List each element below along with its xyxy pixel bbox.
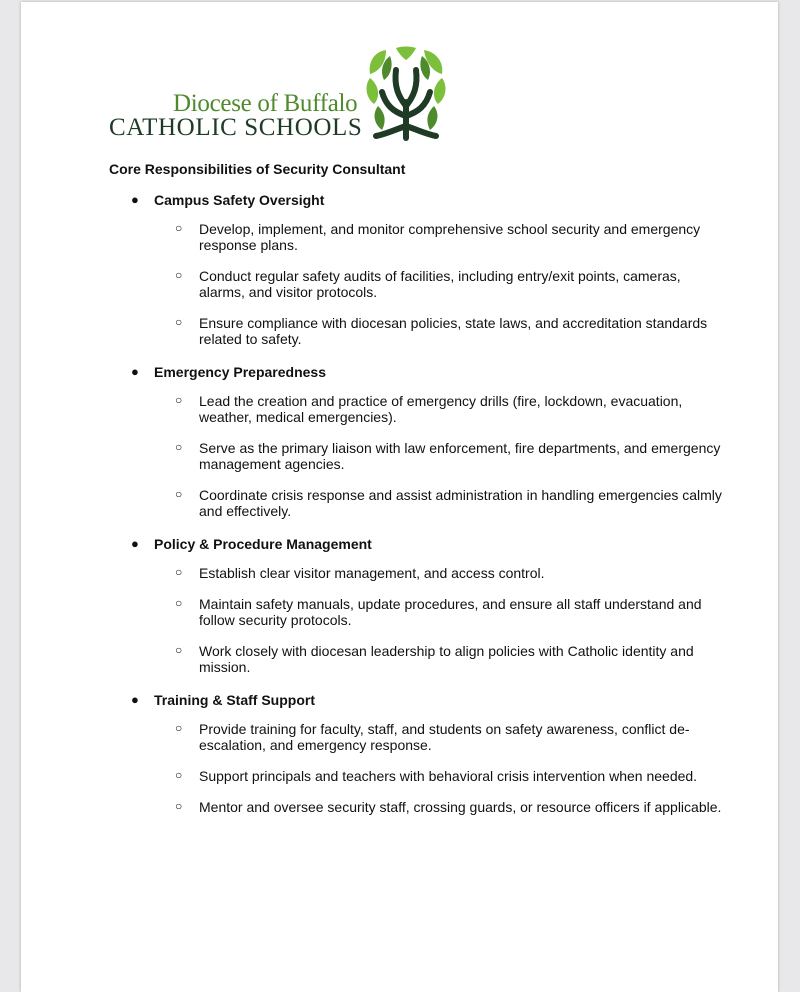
circle-bullet-icon: ○ [175, 565, 183, 579]
list-item [109, 565, 729, 581]
list-item [109, 315, 729, 347]
document-title: Core Responsibilities of Security Consultant [109, 161, 406, 177]
diocese-logo [109, 46, 449, 146]
bullet-icon: ● [131, 192, 139, 207]
circle-bullet-icon: ○ [175, 393, 183, 407]
list-item-text: Ensure compliance with diocesan policies, state laws, and accreditation standards related to safety. [199, 315, 708, 347]
list-item-text: Conduct regular safety audits of facilities, including entry/exit points, cameras, alarms, and visitor protocols. [199, 268, 681, 300]
bullet-icon: ● [131, 536, 139, 551]
bullet-icon: ● [131, 692, 139, 707]
section-campus-safety [109, 190, 729, 347]
section-heading-text: Policy & Procedure Management [154, 536, 372, 552]
section-heading-text: Training & Staff Support [154, 692, 315, 708]
circle-bullet-icon: ○ [175, 315, 183, 329]
list-item [109, 393, 729, 425]
tree-logo-icon [364, 46, 448, 142]
circle-bullet-icon: ○ [175, 268, 183, 282]
list-item [109, 643, 729, 675]
bullet-icon: ● [131, 364, 139, 379]
circle-bullet-icon: ○ [175, 721, 183, 735]
document-body [109, 159, 729, 830]
list-item [109, 799, 729, 815]
circle-bullet-icon: ○ [175, 768, 183, 782]
section-heading [109, 362, 729, 382]
list-item-text: Serve as the primary liaison with law enforcement, fire departments, and emergency management agencies. [199, 440, 721, 472]
section-heading [109, 690, 729, 710]
logo-line-2: CATHOLIC SCHOOLS [109, 114, 363, 141]
circle-bullet-icon: ○ [175, 643, 183, 657]
list-item-text: Lead the creation and practice of emergency drills (fire, lockdown, evacuation, weather, medical emergencies). [199, 393, 683, 425]
list-item-text: Coordinate crisis response and assist administration in handling emergencies calmly and effectively. [199, 487, 722, 519]
list-item [109, 440, 729, 472]
list-item [109, 768, 729, 784]
section-emergency-preparedness [109, 362, 729, 519]
circle-bullet-icon: ○ [175, 221, 183, 235]
section-training-staff [109, 690, 729, 815]
list-item [109, 487, 729, 519]
list-item [109, 596, 729, 628]
section-heading [109, 190, 729, 210]
list-item [109, 268, 729, 300]
circle-bullet-icon: ○ [175, 487, 183, 501]
section-policy-procedure [109, 534, 729, 675]
list-item-text: Provide training for faculty, staff, and students on safety awareness, conflict de-escalation, and emergency response. [199, 721, 690, 753]
list-item-text: Mentor and oversee security staff, crossing guards, or resource officers if applicable. [199, 799, 722, 815]
list-item [109, 221, 729, 253]
list-item-text: Develop, implement, and monitor comprehensive school security and emergency response plans. [199, 221, 701, 253]
circle-bullet-icon: ○ [175, 799, 183, 813]
section-heading [109, 534, 729, 554]
circle-bullet-icon: ○ [175, 440, 183, 454]
logo-line-1: Diocese of Buffalo [173, 90, 358, 117]
list-item-text: Support principals and teachers with behavioral crisis intervention when needed. [199, 768, 698, 784]
circle-bullet-icon: ○ [175, 596, 183, 610]
list-item-text: Establish clear visitor management, and access control. [199, 565, 545, 581]
list-item [109, 721, 729, 753]
section-heading-text: Campus Safety Oversight [154, 192, 325, 208]
section-heading-text: Emergency Preparedness [154, 364, 326, 380]
list-item-text: Maintain safety manuals, update procedures, and ensure all staff understand and follow security protocols. [199, 596, 702, 628]
document-page [21, 2, 778, 992]
list-item-text: Work closely with diocesan leadership to align policies with Catholic identity and mission. [199, 643, 694, 675]
